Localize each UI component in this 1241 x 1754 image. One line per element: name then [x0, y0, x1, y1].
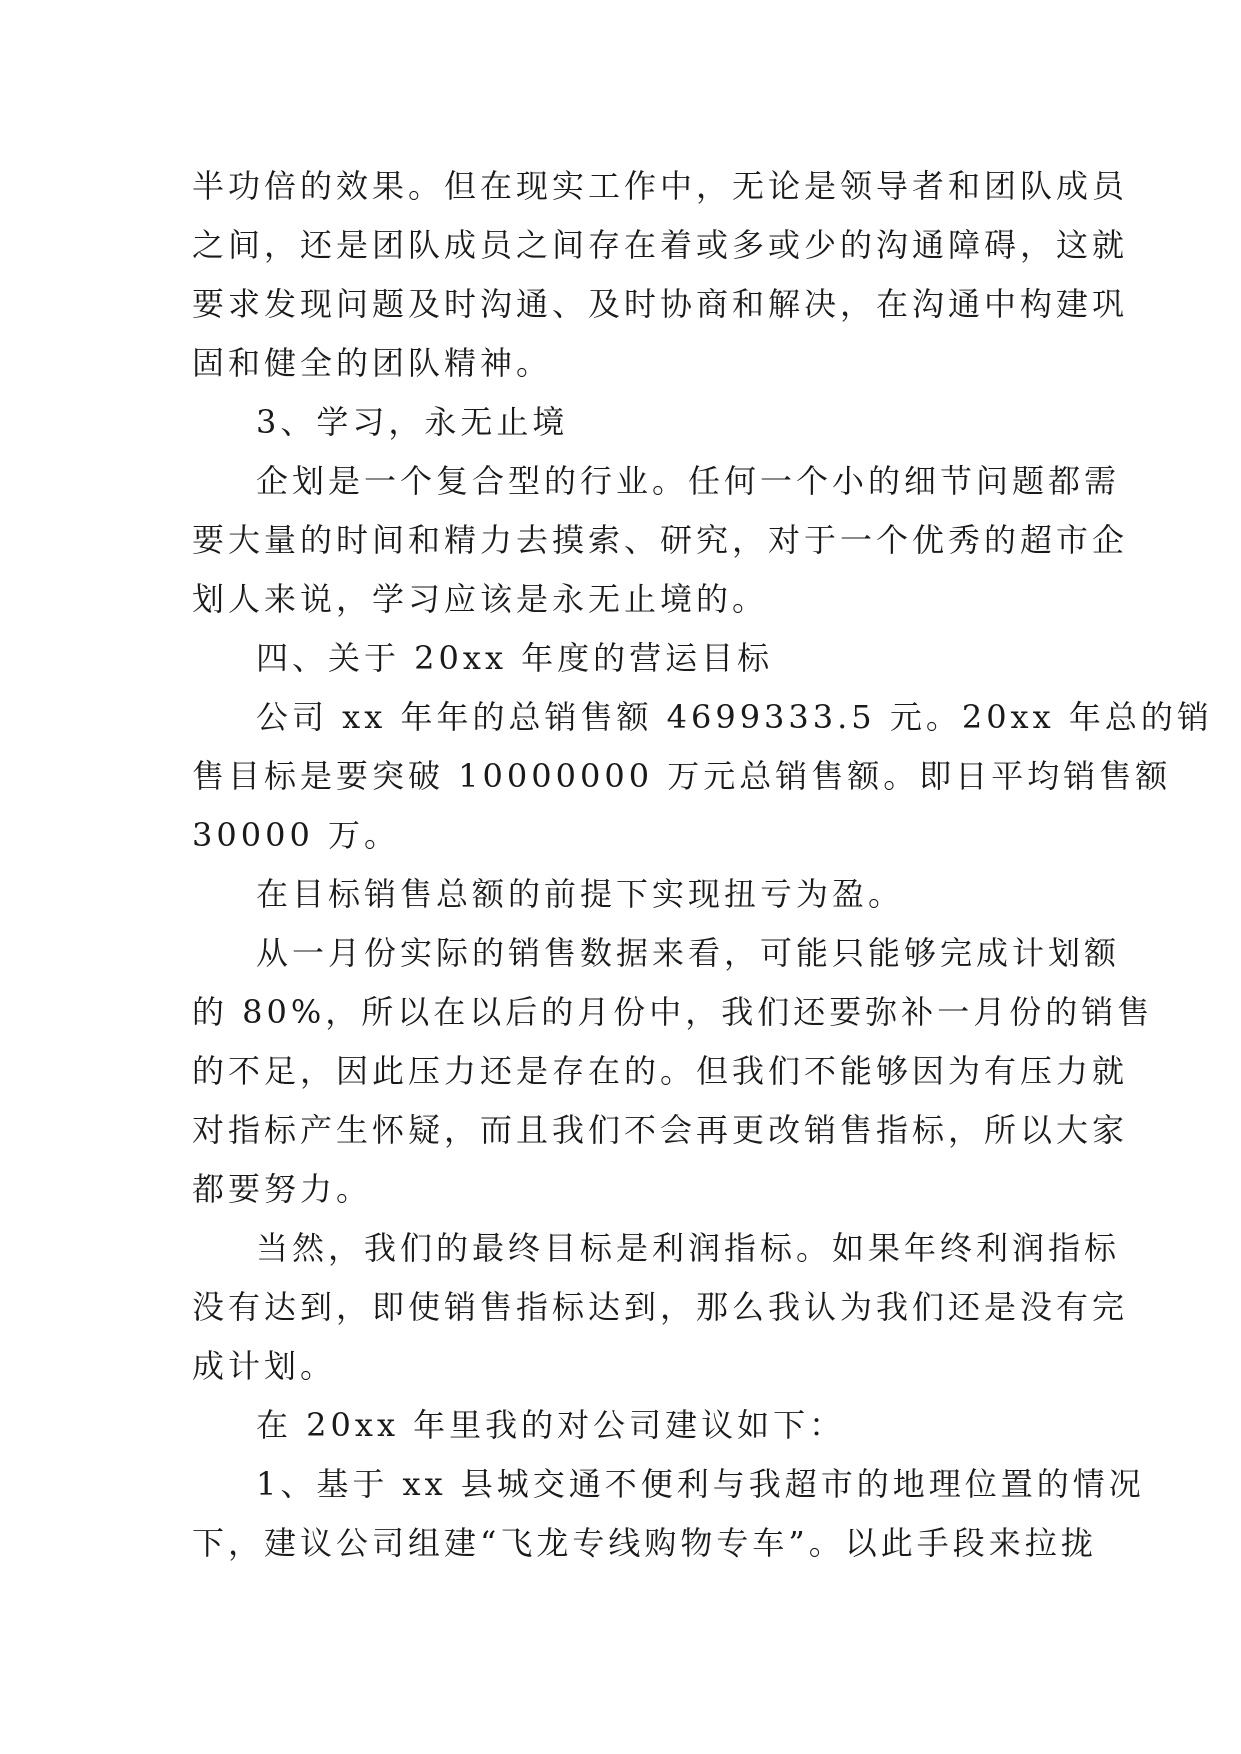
paragraph-line: 都要努力。 — [192, 1170, 373, 1208]
paragraph-line: 1、基于 xx 县城交通不便利与我超市的地理位置的情况 — [256, 1465, 1145, 1503]
paragraph-line: 公司 xx 年年的总销售额 4699333.5 元。20xx 年总的销 — [256, 698, 1213, 736]
paragraph-line: 在 20xx 年里我的对公司建议如下： — [256, 1406, 846, 1444]
paragraph-line: 3、学习，永无止境 — [256, 403, 569, 441]
paragraph-line: 30000 万。 — [192, 816, 400, 854]
document-body — [192, 157, 1213, 1573]
paragraph-line: 要求发现问题及时沟通、及时协商和解决，在沟通中构建巩 — [192, 285, 1129, 323]
paragraph-line: 成计划。 — [192, 1347, 337, 1385]
paragraph-line: 企划是一个复合型的行业。任何一个小的细节问题都需 — [256, 462, 1121, 500]
paragraph-line: 固和健全的团队精神。 — [192, 344, 553, 382]
paragraph-line: 下，建议公司组建“飞龙专线购物专车”。以此手段来拉拢 — [192, 1524, 1097, 1562]
paragraph-line: 四、关于 20xx 年度的营运目标 — [256, 639, 774, 677]
paragraph-line: 在目标销售总额的前提下实现扭亏为盈。 — [256, 875, 905, 913]
paragraph-line: 之间，还是团队成员之间存在着或多或少的沟通障碍，这就 — [192, 226, 1129, 264]
paragraph-line: 的不足，因此压力还是存在的。但我们不能够因为有压力就 — [192, 1052, 1129, 1090]
paragraph-line: 的 80%，所以在以后的月份中，我们还要弥补一月份的销售 — [192, 993, 1154, 1031]
paragraph-line: 对指标产生怀疑，而且我们不会再更改销售指标，所以大家 — [192, 1111, 1129, 1149]
paragraph-line: 半功倍的效果。但在现实工作中，无论是领导者和团队成员 — [192, 167, 1129, 205]
paragraph-line: 要大量的时间和精力去摸索、研究，对于一个优秀的超市企 — [192, 521, 1129, 559]
paragraph-line: 划人来说，学习应该是永无止境的。 — [192, 580, 769, 618]
paragraph-line: 当然，我们的最终目标是利润指标。如果年终利润指标 — [256, 1229, 1121, 1267]
paragraph-line: 没有达到，即使销售指标达到，那么我认为我们还是没有完 — [192, 1288, 1129, 1326]
paragraph-line: 售目标是要突破 10000000 万元总销售额。即日平均销售额 — [192, 757, 1172, 795]
paragraph-line: 从一月份实际的销售数据来看，可能只能够完成计划额 — [256, 934, 1121, 972]
